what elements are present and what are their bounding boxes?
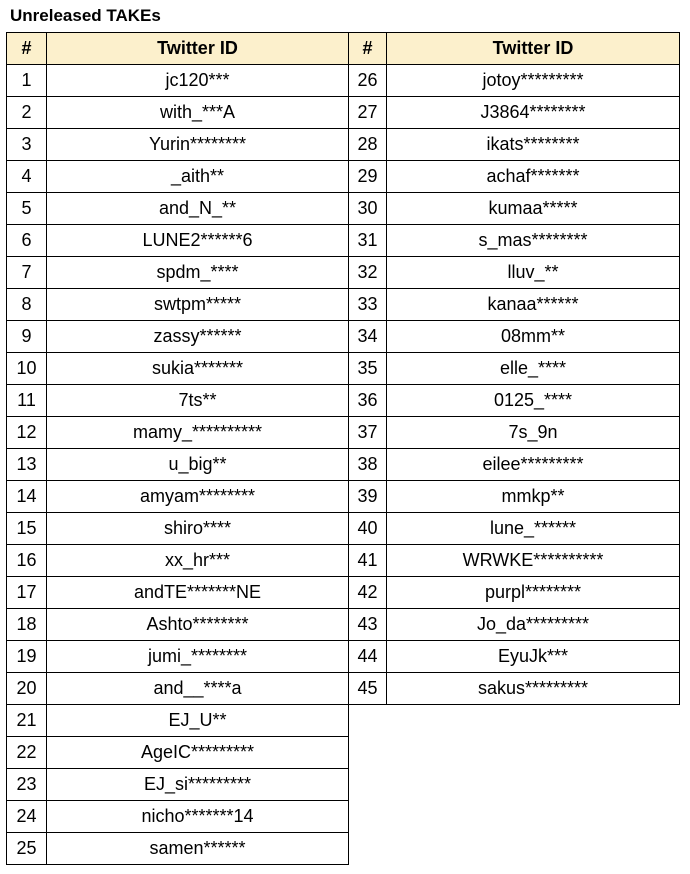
table-row [7,449,349,481]
row-number: 6 [7,225,47,257]
table-row [7,225,349,257]
table-row [7,513,349,545]
row-number: 26 [349,65,387,97]
row-number: 7 [7,257,47,289]
column-header-twitter-id: Twitter ID [387,33,680,65]
table-row [7,577,349,609]
row-number: 13 [7,449,47,481]
table-row [7,321,349,353]
row-number: 36 [349,385,387,417]
column-header-number: # [349,33,387,65]
table-row [7,673,349,705]
row-number: 5 [7,193,47,225]
row-number: 8 [7,289,47,321]
table-row [7,769,349,801]
row-number: 23 [7,769,47,801]
row-number: 30 [349,193,387,225]
table-row [349,545,680,577]
twitter-id: elle_**** [387,353,680,385]
twitter-id: s_mas******** [387,225,680,257]
twitter-id: Yurin******** [47,129,349,161]
table-row [349,417,680,449]
twitter-id: kanaa****** [387,289,680,321]
table-row [7,737,349,769]
table-row [349,97,680,129]
table-row [7,161,349,193]
twitter-id: eilee********* [387,449,680,481]
table-row [349,513,680,545]
twitter-id: purpl******** [387,577,680,609]
twitter-id: and__****a [47,673,349,705]
table-body [349,65,680,705]
table-row [7,65,349,97]
row-number: 42 [349,577,387,609]
twitter-id-table-left [6,32,349,865]
table-row [7,833,349,865]
row-number: 4 [7,161,47,193]
twitter-id: WRWKE********** [387,545,680,577]
twitter-id: and_N_** [47,193,349,225]
table-row [7,481,349,513]
twitter-id: lune_****** [387,513,680,545]
row-number: 37 [349,417,387,449]
twitter-id: samen****** [47,833,349,865]
table-row [349,193,680,225]
table-row [7,641,349,673]
table-row [349,289,680,321]
table-row [349,321,680,353]
twitter-id: EyuJk*** [387,641,680,673]
table-row [7,129,349,161]
table-body [7,65,349,865]
twitter-id: EJ_si********* [47,769,349,801]
table-row [7,801,349,833]
row-number: 32 [349,257,387,289]
table-row [349,673,680,705]
row-number: 39 [349,481,387,513]
header-row [349,33,680,65]
row-number: 18 [7,609,47,641]
row-number: 45 [349,673,387,705]
column-header-twitter-id: Twitter ID [47,33,349,65]
twitter-id: ikats******** [387,129,680,161]
row-number: 28 [349,129,387,161]
table-row [349,161,680,193]
twitter-id: LUNE2******6 [47,225,349,257]
table-row [349,449,680,481]
twitter-id: jotoy********* [387,65,680,97]
row-number: 22 [7,737,47,769]
twitter-id: 7s_9n [387,417,680,449]
twitter-id: achaf******* [387,161,680,193]
row-number: 1 [7,65,47,97]
table-row [349,225,680,257]
row-number: 43 [349,609,387,641]
twitter-id: shiro**** [47,513,349,545]
twitter-id: Ashto******** [47,609,349,641]
row-number: 44 [349,641,387,673]
table-row [7,385,349,417]
table-row [349,129,680,161]
twitter-id: lluv_** [387,257,680,289]
twitter-id: swtpm***** [47,289,349,321]
twitter-id: Jo_da********* [387,609,680,641]
twitter-id: sakus********* [387,673,680,705]
twitter-id: 0125_**** [387,385,680,417]
table-row [7,353,349,385]
row-number: 2 [7,97,47,129]
twitter-id: J3864******** [387,97,680,129]
twitter-id: 7ts** [47,385,349,417]
twitter-id: 08mm** [387,321,680,353]
twitter-id: with_***A [47,97,349,129]
table-row [7,609,349,641]
row-number: 21 [7,705,47,737]
row-number: 24 [7,801,47,833]
table-row [7,257,349,289]
row-number: 3 [7,129,47,161]
row-number: 15 [7,513,47,545]
twitter-id: jc120*** [47,65,349,97]
row-number: 20 [7,673,47,705]
twitter-id: kumaa***** [387,193,680,225]
twitter-id: nicho*******14 [47,801,349,833]
row-number: 25 [7,833,47,865]
table-row [7,545,349,577]
table-row [7,193,349,225]
row-number: 31 [349,225,387,257]
table-row [349,385,680,417]
twitter-id-table-right [348,32,680,705]
twitter-id: sukia******* [47,353,349,385]
twitter-id: _aith** [47,161,349,193]
twitter-id: zassy****** [47,321,349,353]
row-number: 27 [349,97,387,129]
twitter-id: u_big** [47,449,349,481]
row-number: 40 [349,513,387,545]
twitter-id: mmkp** [387,481,680,513]
table-row [349,257,680,289]
row-number: 10 [7,353,47,385]
row-number: 29 [349,161,387,193]
table-row [349,353,680,385]
twitter-id: spdm_**** [47,257,349,289]
row-number: 41 [349,545,387,577]
table-row [7,417,349,449]
row-number: 14 [7,481,47,513]
table-row [349,641,680,673]
row-number: 16 [7,545,47,577]
row-number: 34 [349,321,387,353]
twitter-id: amyam******** [47,481,349,513]
row-number: 11 [7,385,47,417]
table-row [7,705,349,737]
row-number: 35 [349,353,387,385]
twitter-id: jumi_******** [47,641,349,673]
twitter-id: EJ_U** [47,705,349,737]
table-row [349,577,680,609]
column-header-number: # [7,33,47,65]
twitter-id: andTE*******NE [47,577,349,609]
twitter-id: mamy_********** [47,417,349,449]
row-number: 12 [7,417,47,449]
row-number: 38 [349,449,387,481]
table-row [7,289,349,321]
row-number: 17 [7,577,47,609]
header-row [7,33,349,65]
table-row [349,65,680,97]
page-title: Unreleased TAKEs [10,6,161,25]
row-number: 9 [7,321,47,353]
row-number: 33 [349,289,387,321]
table-row [7,97,349,129]
twitter-id: xx_hr*** [47,545,349,577]
twitter-id: AgeIC********* [47,737,349,769]
table-row [349,481,680,513]
row-number: 19 [7,641,47,673]
table-row [349,609,680,641]
